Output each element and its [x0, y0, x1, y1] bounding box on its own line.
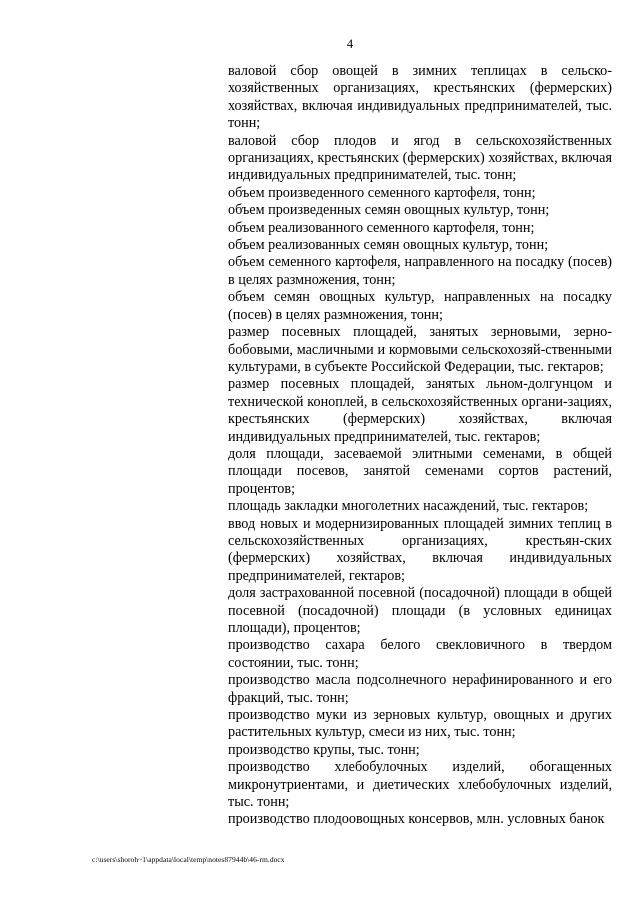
list-item: объем реализованных семян овощных культур, тонн;: [228, 237, 549, 254]
page-number: 4: [346, 37, 354, 51]
document-body: [228, 63, 612, 829]
list-item: доля площади, засеваемой элитными семенами, в общей площади посевов, занятой семенами сортов растений, процентов;: [228, 445, 612, 497]
list-item: доля застрахованной посевной (посадочной) площади в общей посевной (посадочной) площади (в условных единицах площади), процентов;: [228, 585, 612, 636]
list-item: валовой сбор плодов и ягод в сельскохозяйственных организациях, крестьянских (фермерских) хозяйствах, включая индивидуальных предпринимателей, тыс. тонн;: [228, 132, 612, 184]
footer-file-path: c:\users\shoroh~1\appdata\local\temp\notes87944b\46-rm.docx: [92, 855, 285, 864]
list-item: объем семян овощных культур, направленных на посадку (посев) в целях размножения, тонн;: [228, 289, 612, 323]
list-item: производство муки из зерновых культур, овощных и других растительных культур, смеси из них, тыс. тонн;: [228, 707, 612, 741]
list-item: производство хлебобулочных изделий, обогащенных микронутриентами, и диетических хлебобулочных изделий, тыс. тонн;: [228, 759, 612, 811]
list-item: производство сахара белого свекловичного в твердом состоянии, тыс. тонн;: [228, 637, 612, 671]
list-item: валовой сбор овощей в зимних теплицах в сельско-хозяйственных организациях, крестьянских (фермерских) хозяйствах, включая индивидуальных предпринимателей, тыс. тонн;: [228, 63, 612, 132]
list-item: ввод новых и модернизированных площадей зимних теплиц в сельскохозяйственных организациях, крестьян-ских (фермерских) хозяйствах, включая индивидуальных предпринимателей, гектаров;: [228, 515, 612, 584]
list-item: объем семенного картофеля, направленного на посадку (посев) в целях размножения, тонн;: [228, 254, 612, 288]
list-item: объем произведенных семян овощных культур, тонн;: [228, 202, 550, 219]
list-item: размер посевных площадей, занятых льном-долгунцом и технической коноплей, в сельскохозяйственных органи-зациях, крестьянских (фермерских) хозяйствах, включая индивидуальных предпринимателей, тыс. гектаров;: [228, 376, 612, 445]
list-item: производство масла подсолнечного нерафинированного и его фракций, тыс. тонн;: [228, 672, 612, 706]
list-item: площадь закладки многолетних насаждений, тыс. гектаров;: [228, 498, 589, 515]
list-item: размер посевных площадей, занятых зерновыми, зерно-бобовыми, масличными и кормовыми сельскохозяй-ственными культурами, в субъекте Российской Федерации, тыс. гектаров;: [228, 324, 612, 375]
list-item: объем произведенного семенного картофеля, тонн;: [228, 184, 536, 201]
list-item: объем реализованного семенного картофеля, тонн;: [228, 219, 535, 236]
list-item: производство плодоовощных консервов, млн. условных банок: [228, 811, 605, 828]
list-item: производство крупы, тыс. тонн;: [228, 741, 420, 758]
